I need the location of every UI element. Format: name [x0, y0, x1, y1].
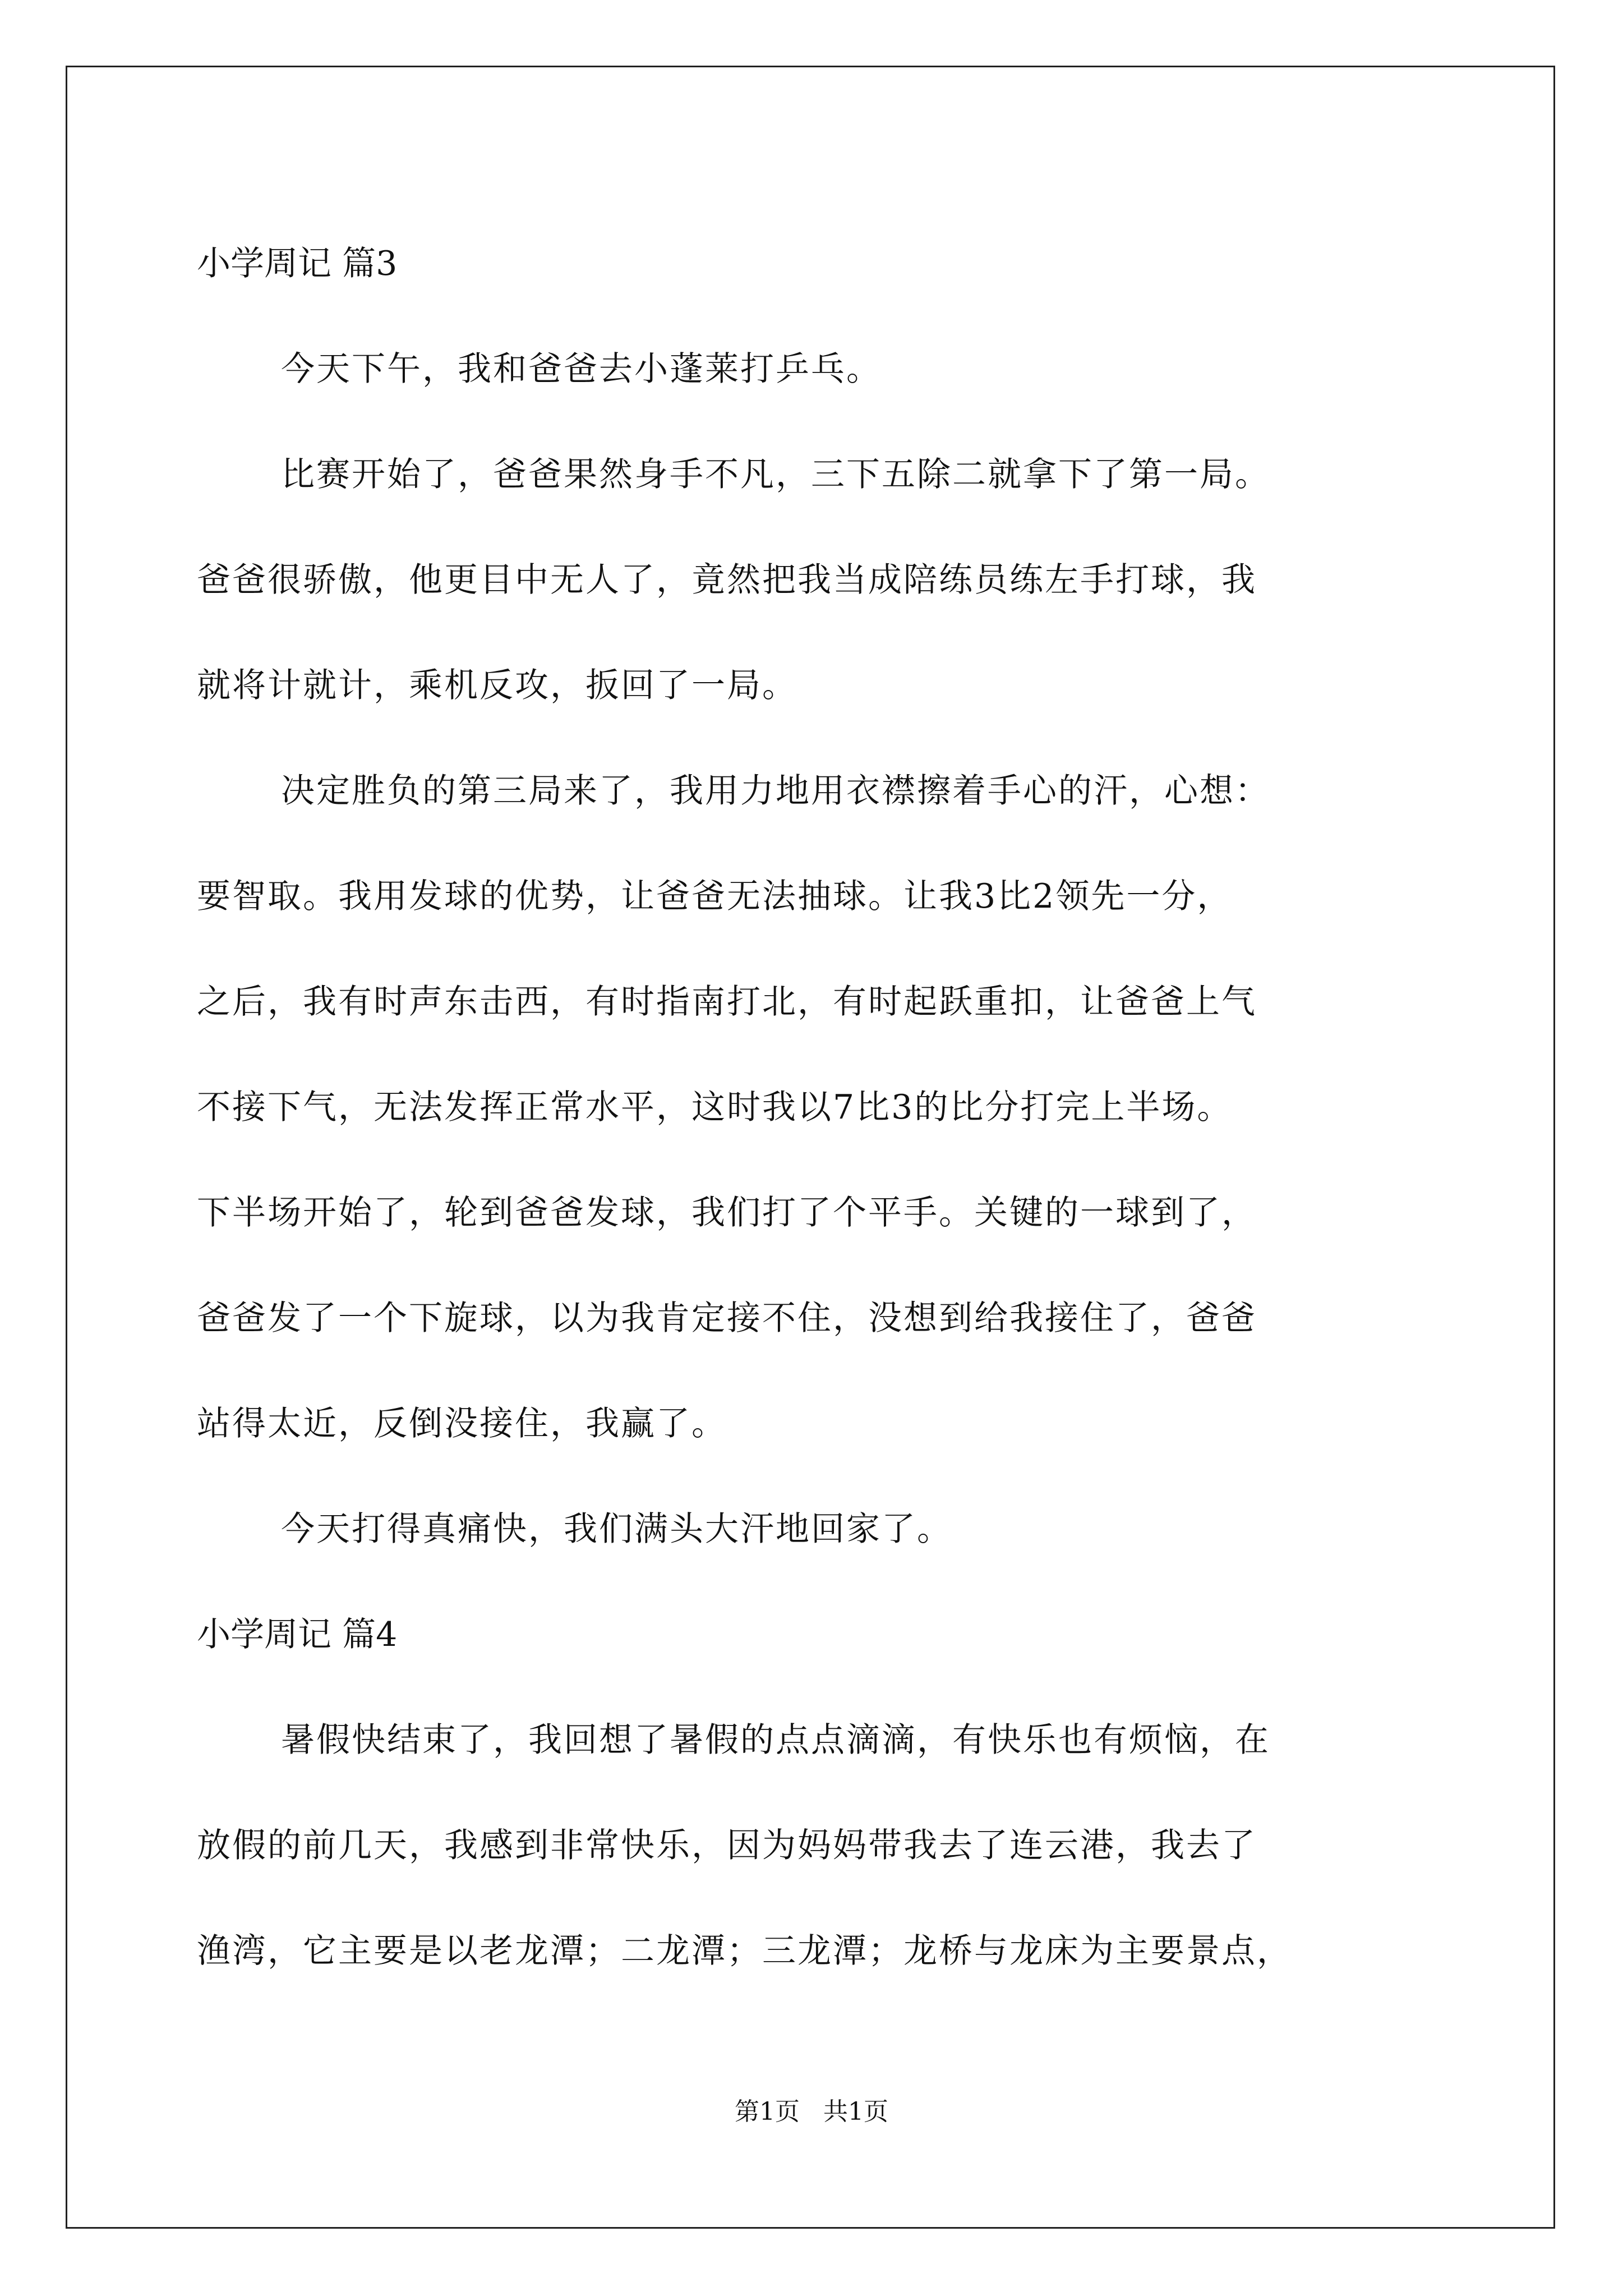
text-line: 之后，我有时声东击西，有时指南打北，有时起跃重扣，让爸爸上气 [197, 982, 1257, 1022]
paragraph [197, 1687, 1464, 2004]
text-line: 下半场开始了，轮到爸爸发球，我们打了个平手。关键的一球到了， [197, 1193, 1257, 1232]
section-title: 小学周记 篇4 [197, 1615, 398, 1654]
paragraph [197, 1476, 1464, 1582]
paragraph [197, 422, 1464, 738]
section-title: 小学周记 篇3 [197, 244, 398, 283]
text-line: 站得太近，反倒没接住，我赢了。 [197, 1404, 727, 1443]
text-line: 不接下气，无法发挥正常水平，这时我以7比3的比分打完上半场。 [197, 1088, 1233, 1127]
text-line: 放假的前几天，我感到非常快乐，因为妈妈带我去了连云港，我去了 [197, 1826, 1257, 1865]
paragraph [197, 316, 1464, 422]
text-line: 今天打得真痛快，我们满头大汗地回家了。 [281, 1510, 952, 1549]
text-line: 爸爸很骄傲，他更目中无人了，竟然把我当成陪练员练左手打球，我 [197, 560, 1257, 600]
text-line: 要智取。我用发球的优势，让爸爸无法抽球。让我3比2领先一分， [197, 877, 1233, 916]
paragraph [197, 738, 1464, 1476]
text-line: 就将计就计，乘机反攻，扳回了一局。 [197, 666, 797, 705]
text-line: 比赛开始了，爸爸果然身手不凡，三下五除二就拿下了第一局。 [281, 455, 1270, 494]
page-footer [0, 2095, 1623, 2129]
document-body [197, 211, 1464, 2004]
text-line: 今天下午，我和爸爸去小蓬莱打乒乓。 [281, 349, 882, 389]
page-total: 共1页 [823, 2097, 888, 2126]
text-line: 爸爸发了一个下旋球，以为我肯定接不住，没想到给我接住了，爸爸 [197, 1299, 1257, 1338]
text-line: 决定胜负的第三局来了，我用力地用衣襟擦着手心的汗，心想： [281, 771, 1270, 811]
page-number: 第1页 [735, 2097, 800, 2126]
text-line: 渔湾，它主要是以老龙潭；二龙潭；三龙潭；龙桥与龙床为主要景点， [197, 1931, 1292, 1971]
text-line: 暑假快结束了，我回想了暑假的点点滴滴，有快乐也有烦恼，在 [281, 1720, 1270, 1760]
